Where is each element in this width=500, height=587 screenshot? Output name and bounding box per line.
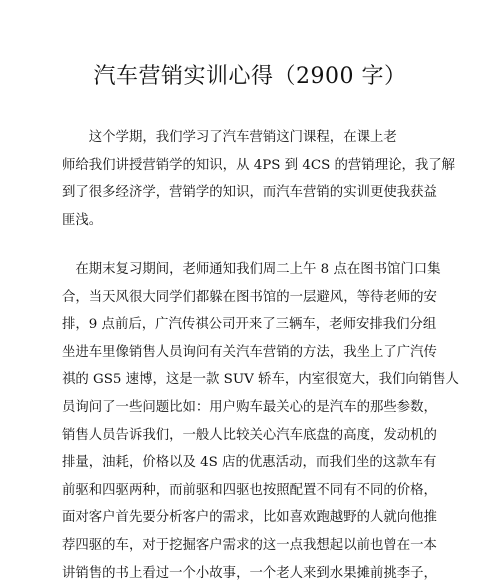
text-line: 排量，油耗，价格以及 4S 店的优惠活动，而我们坐的这款车有 — [62, 455, 437, 471]
text-line: 销售人员告诉我们，一般人比较关心汽车底盘的高度，发动机的 — [62, 427, 437, 443]
paragraph-1 — [62, 124, 456, 234]
text-line: 师给我们讲授营销学的知识，从 4PS 到 4CS 的营销理论，我了解 — [62, 157, 456, 173]
text-line: 面对客户首先要分析客户的需求，比如喜欢跑越野的人就向他推 — [62, 510, 437, 526]
text-line: 坐进车里像销售人员询问有关汽车营销的方法，我坐上了广汽传 — [62, 344, 437, 360]
text-line: 到了很多经济学，营销学的知识，而汽车营销的实训更使我获益 — [62, 185, 437, 201]
document-title: 汽车营销实训心得（2900 字） — [93, 64, 407, 89]
text-line: 这个学期，我们学习了汽车营销这门课程，在课上老 — [62, 130, 397, 145]
text-line: 排，9 点前后，广汽传祺公司开来了三辆车，老师安排我们分组 — [62, 317, 437, 333]
text-line: 合，当天风很大同学们都躲在图书馆的一层避风，等待老师的安 — [62, 289, 437, 305]
paragraph-2 — [62, 256, 459, 587]
text-line: 荐四驱的车，对于挖掘客户需求的这一点我想起以前也曾在一本 — [62, 537, 437, 553]
text-line: 匪浅。 — [62, 212, 103, 228]
text-line: 讲销售的书上看过一个小故事，一个老人来到水果摊前挑李子， — [62, 565, 437, 581]
text-line: 员询问了一些问题比如：用户购车最关心的是汽车的那些参数， — [62, 399, 437, 415]
text-line: 祺的 GS5 速博，这是一款 SUV 轿车，内室很宽大，我们向销售人 — [62, 372, 459, 388]
text-line: 在期末复习期间，老师通知我们周二上午 8 点在图书馆门口集 — [62, 262, 441, 277]
text-line: 前驱和四驱两种，而前驱和四驱也按照配置不同有不同的价格， — [62, 482, 437, 498]
